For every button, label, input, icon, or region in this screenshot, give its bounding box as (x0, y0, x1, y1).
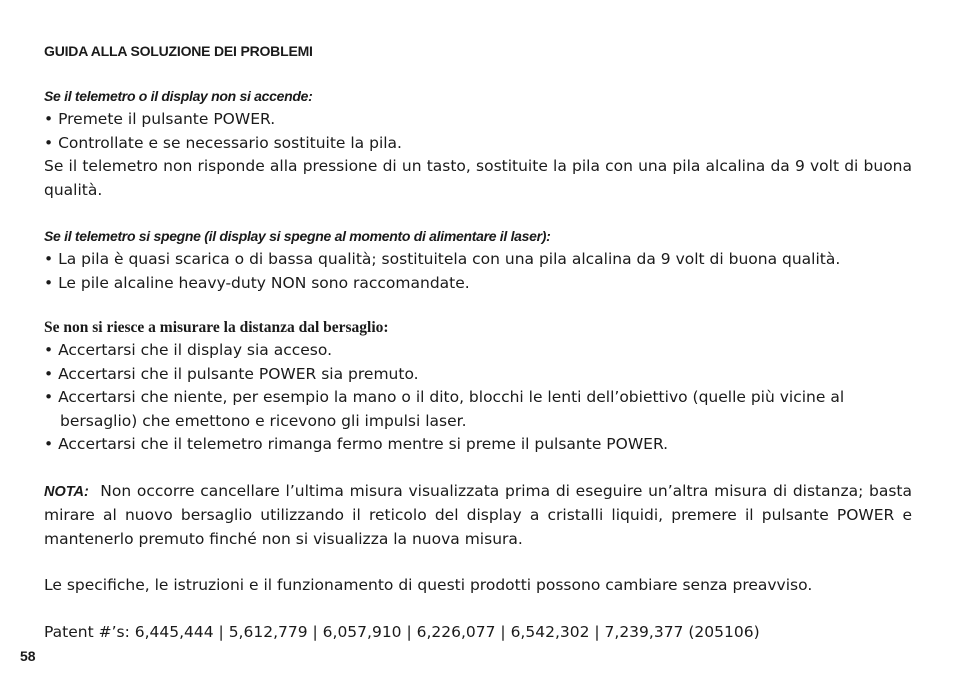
list-item: • Premete il pulsante POWER. (44, 110, 276, 128)
spacer (44, 457, 912, 480)
list-item: • Accertarsi che il telemetro rimanga fermo mentre si preme il pulsante POWER. (44, 435, 669, 453)
disclaimer: Le specifiche, le istruzioni e il funzionamento di questi prodotti possono cambiare senza preavviso. (44, 576, 813, 594)
paragraph-battery: Se il telemetro non risponde alla pressione di un tasto, sostituite la pila con una pila alcalina da 9 volt di buona qualità. (44, 157, 912, 199)
section-heading-shutdown: Se il telemetro si spegne (il display si spegne al momento di alimentare il laser): (44, 228, 551, 244)
list-item: • Le pile alcaline heavy-duty NON sono raccomandate. (44, 273, 470, 292)
list-item: • La pila è quasi scarica o di bassa qualità; sostituitela con una pila alcalina da 9 volt di buona qualità. (44, 250, 841, 268)
note-label: NOTA: (44, 483, 89, 500)
page-title: GUIDA ALLA SOLUZIONE DEI PROBLEMI (44, 43, 313, 59)
section-heading-ranging: Se non si riesce a misurare la distanza dal bersaglio: (44, 319, 389, 336)
list-item: • Accertarsi che niente, per esempio la mano o il dito, blocchi le lenti dell’obiettivo (quelle più vicine al bersaglio) che emettono e ricevono gli impulsi laser. (44, 388, 845, 430)
document-page (44, 40, 912, 644)
patent-numbers: Patent #’s: 6,445,444 | 5,612,779 | 6,057,910 | 6,226,077 | 6,542,302 | 7,239,377 (205106) (44, 622, 760, 641)
spacer (44, 551, 912, 574)
list-item: • Controllate e se necessario sostituite la pila. (44, 133, 402, 152)
note-text: Non occorre cancellare l’ultima misura visualizzata prima di eseguire un’altra misura di distanza; basta mirare al nuovo bersaglio utilizzando il reticolo del display a cristalli liquidi, premere il pulsante POWER e mantenerlo premuto finché non si visualizza la nuova misura. (44, 481, 912, 548)
list-item: • Accertarsi che il pulsante POWER sia premuto. (44, 364, 419, 383)
spacer (44, 598, 912, 621)
spacer (44, 295, 912, 316)
list-item: • Accertarsi che il display sia acceso. (44, 341, 333, 359)
spacer (44, 62, 912, 85)
note-paragraph (44, 480, 912, 552)
spacer (44, 202, 912, 225)
section-heading-power-on: Se il telemetro o il display non si accende: (44, 88, 313, 104)
page-number: 58 (20, 648, 36, 664)
